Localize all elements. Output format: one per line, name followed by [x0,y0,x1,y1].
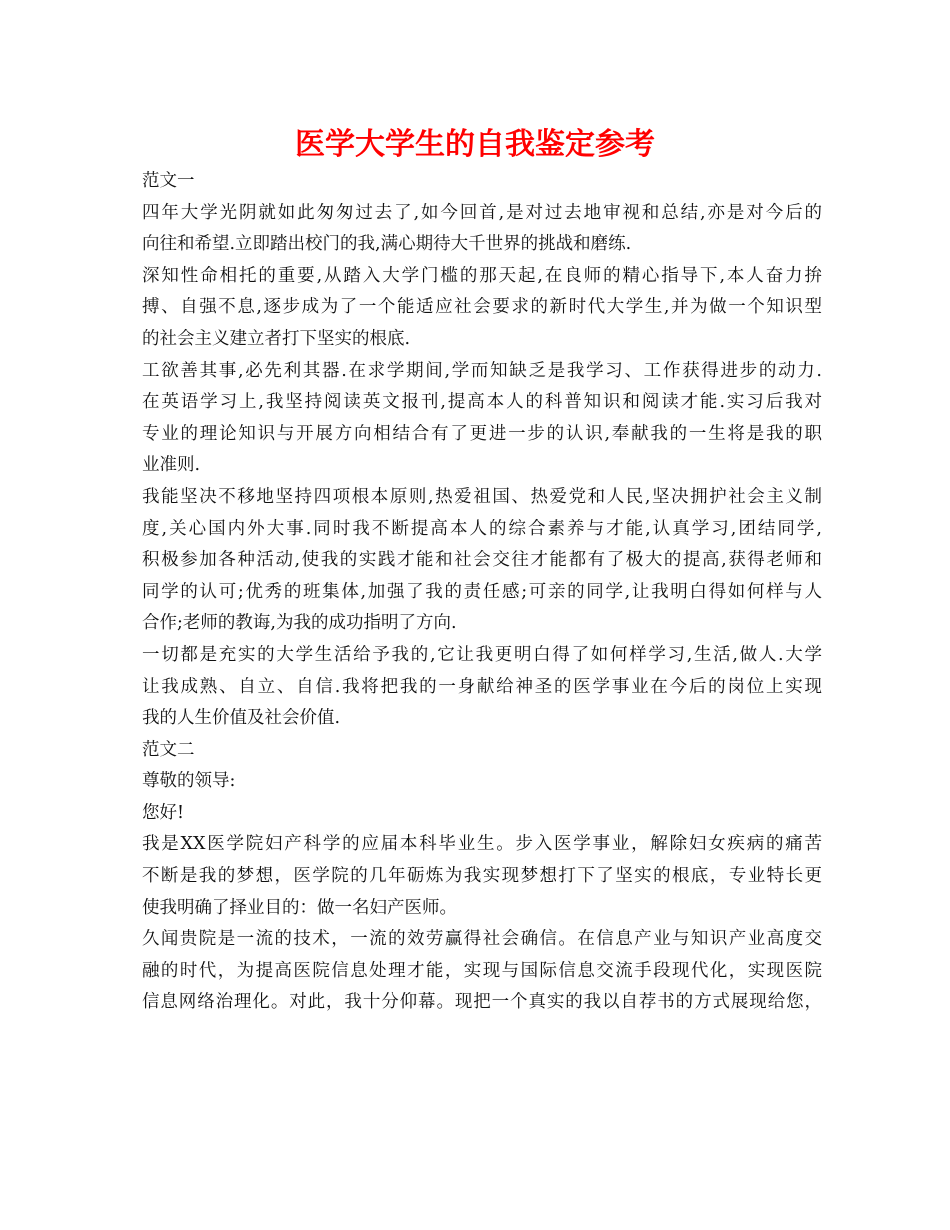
text-line: 我是XX医学院妇产科学的应届本科毕业生。步入医学事业，解除妇女疾病的痛苦 [142,834,822,855]
text-line: 同学的认可;优秀的班集体,加强了我的责任感;可亲的同学,让我明白得如何样与人 [142,581,822,602]
text-line: 一切都是充实的大学生活给予我的,它让我更明白得了如何样学习,生活,做人.大学 [142,644,822,665]
text-line: 四年大学光阴就如此匆匆过去了,如今回首,是对过去地审视和总结,亦是对今后的 [142,202,822,223]
text-line: 合作;老师的教诲,为我的成功指明了方向. [142,613,457,634]
text-line: 尊敬的领导: [142,771,236,792]
text-line: 我的人生价值及社会价值. [142,708,341,729]
text-line: 深知性命相托的重要,从踏入大学门槛的那天起,在良师的精心指导下,本人奋力拚 [142,265,822,286]
text-line: 搏、自强不息,逐步成为了一个能适应社会要求的新时代大学生,并为做一个知识型 [142,297,822,318]
text-line: 业准则. [142,455,201,476]
text-line: 久闻贵院是一流的技术，一流的效劳赢得社会确信。在信息产业与知识产业高度交 [142,929,822,950]
text-line: 的社会主义建立者打下坚实的根底. [142,328,411,349]
text-line: 您好! [142,802,185,823]
document-title: 医学大学生的自我鉴定参考 [295,127,655,162]
text-line: 工欲善其事,必先利其器.在求学期间,学而知缺乏是我学习、工作获得进步的动力. [142,360,822,381]
text-line: 范文二 [142,739,195,760]
text-line: 向往和希望.立即踏出校门的我,满心期待大千世界的挑战和磨练. [142,234,632,255]
text-line: 我能坚决不移地坚持四项根本原则,热爱祖国、热爱党和人民,坚决拥护社会主义制 [142,486,822,507]
text-line: 积极参加各种活动,使我的实践才能和社会交往才能都有了极大的提高,获得老师和 [142,550,822,571]
text-line: 范文一 [142,171,195,191]
text-line: 度,关心国内外大事.同时我不断提高本人的综合素养与才能,认真学习,团结同学, [142,518,822,539]
document-body [142,166,822,1019]
text-line: 不断是我的梦想，医学院的几年砺炼为我实现梦想打下了坚实的根底，专业特长更 [142,866,822,887]
text-line: 在英语学习上,我坚持阅读英文报刊,提高本人的科普知识和阅读才能.实习后我对 [142,392,822,413]
text-line: 使我明确了择业目的：做一名妇产医师。 [142,897,457,918]
text-line: 融的时代，为提高医院信息处理才能，实现与国际信息交流手段现代化，实现医院 [142,960,822,981]
text-line: 让我成熟、自立、自信.我将把我的一身献给神圣的医学事业在今后的岗位上实现 [142,676,822,697]
text-line: 信息网络治理化。对此，我十分仰幕。现把一个真实的我以自荐书的方式展现给您， [142,992,822,1013]
text-line: 专业的理论知识与开展方向相结合有了更进一步的认识,奉献我的一生将是我的职 [142,423,822,444]
